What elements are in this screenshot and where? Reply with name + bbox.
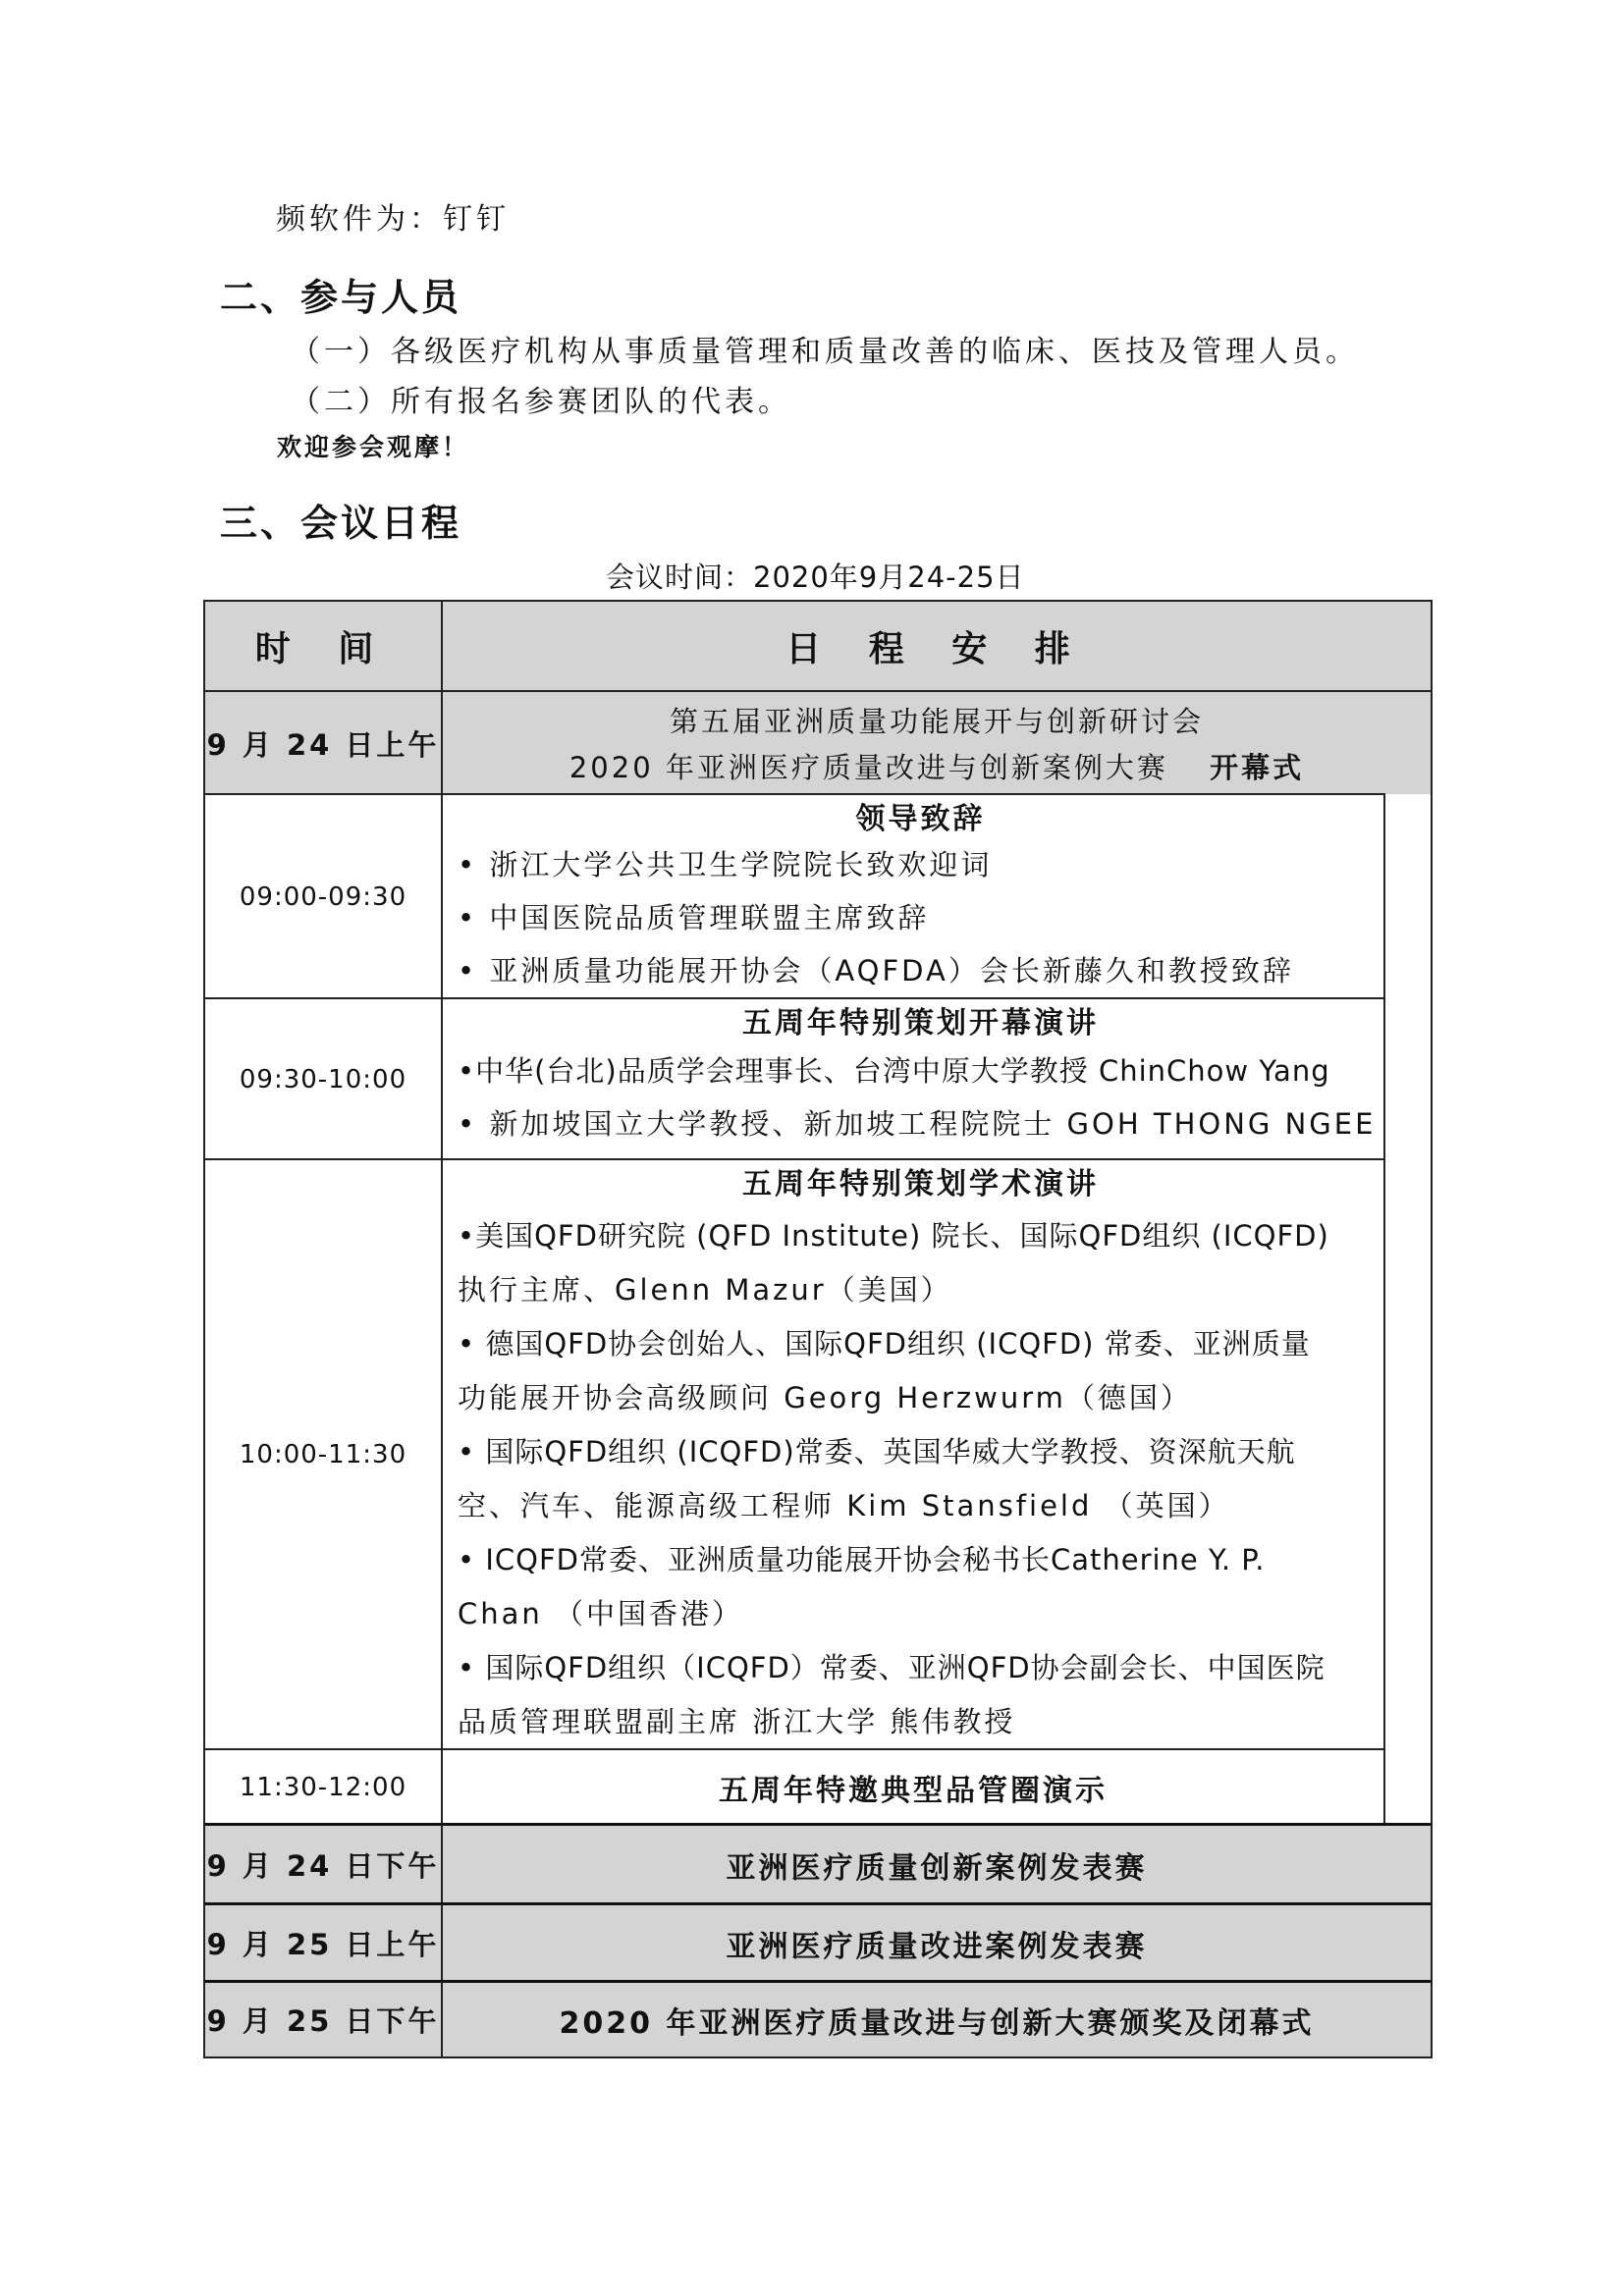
opening-event (441, 690, 1433, 794)
opening-ceremony-label: 开幕式 (1210, 751, 1305, 784)
meeting-time-caption: 会议时间：2020年9月24-25日 (606, 561, 1025, 594)
bottom-row-1-event-label: 亚洲医疗质量创新案例发表赛 (726, 1850, 1148, 1886)
block-4-time (203, 1748, 441, 1824)
header-schedule-label: 日 程 安 排 (785, 629, 1088, 669)
block-1-line-3: • 亚洲质量功能展开协会（AQFDA）会长新藤久和教授致辞 (458, 954, 1294, 988)
block-1-line-2: • 中国医院品质管理联盟主席致辞 (458, 901, 930, 934)
block-2-time (203, 997, 441, 1159)
block-1-time-label: 09:00-09:30 (239, 881, 407, 912)
bottom-row-1-date-label: 9 月 24 日下午 (206, 1849, 440, 1883)
block-3-line-9: • 国际QFD组织（ICQFD）常委、亚洲QFD协会副会长、中国医院 (458, 1651, 1326, 1684)
participant-item-2: （二）所有报名参赛团队的代表。 (291, 385, 791, 419)
bottom-row-3-date (203, 1980, 441, 2058)
bottom-row-1-date (203, 1823, 441, 1903)
block-4-content (441, 1748, 1385, 1824)
block-3-line-6: 空、汽车、能源高级工程师 Kim Stansfield （英国） (458, 1489, 1230, 1522)
schedule-table (203, 600, 1433, 2058)
bottom-row-3-date-label: 9 月 25 日下午 (206, 2004, 440, 2038)
block-3-line-8: Chan （中国香港） (458, 1597, 743, 1630)
block-1-content (441, 793, 1385, 998)
block-3-time (203, 1158, 441, 1749)
bottom-row-3-event-label: 2020 年亚洲医疗质量改进与创新大赛颁奖及闭幕式 (559, 2005, 1315, 2041)
block-2-line-2: • 新加坡国立大学教授、新加坡工程院院士 GOH THONG NGEE (458, 1107, 1377, 1141)
block-2-time-label: 09:30-10:00 (239, 1064, 407, 1095)
participant-item-1: （一）各级医疗机构从事质量管理和质量改善的临床、医技及管理人员。 (291, 335, 1359, 369)
bottom-row-3-event (441, 1980, 1433, 2058)
header-schedule (441, 600, 1433, 691)
opening-line-1: 第五届亚洲质量功能展开与创新研讨会 (669, 705, 1204, 738)
block-3-line-7: • ICQFD常委、亚洲质量功能展开协会秘书长Catherine Y. P. (458, 1543, 1266, 1576)
welcome-text: 欢迎参会观摩！ (277, 433, 470, 461)
block-3-line-4: 功能展开协会高级顾问 Georg Herzwurm（德国） (458, 1381, 1192, 1415)
block-2-content (441, 997, 1385, 1159)
block-3-time-label: 10:00-11:30 (239, 1440, 407, 1469)
continued-text-line: 频软件为：钉钉 (276, 202, 510, 237)
block-2-title: 五周年特别策划开幕演讲 (742, 1006, 1099, 1041)
bottom-row-1-event (441, 1823, 1433, 1903)
opening-date-label: 9 月 24 日上午 (206, 727, 440, 762)
header-time-label: 时 间 (254, 629, 392, 669)
bottom-row-2-date-label: 9 月 25 日上午 (206, 1928, 440, 1961)
block-1-time (203, 793, 441, 998)
block-3-line-2: 执行主席、Glenn Mazur（美国） (458, 1273, 952, 1307)
block-3-line-1: •美国QFD研究院 (QFD Institute) 院长、国际QFD组织 (ICQFD) (458, 1219, 1329, 1253)
block-4-title: 五周年特邀典型品管圈演示 (719, 1773, 1108, 1808)
block-4-time-label: 11:30-12:00 (239, 1772, 407, 1802)
opening-line-2 (569, 746, 1304, 786)
table-right-border (1431, 793, 1433, 1824)
block-3-line-3: • 德国QFD协会创始人、国际QFD组织 (ICQFD) 常委、亚洲质量 (458, 1327, 1311, 1361)
block-3-line-10: 品质管理联盟副主席 浙江大学 熊伟教授 (458, 1705, 1016, 1738)
block-1-line-1: • 浙江大学公共卫生学院院长致欢迎词 (458, 848, 993, 881)
block-3-content (441, 1158, 1385, 1749)
bottom-row-2-event (441, 1902, 1433, 1981)
bottom-row-2-date (203, 1902, 441, 1981)
opening-line-2-text: 2020 年亚洲医疗质量改进与创新案例大赛 (568, 751, 1168, 784)
section-heading-participants: 二、参与人员 (220, 276, 462, 319)
section-heading-schedule: 三、会议日程 (220, 502, 462, 545)
block-3-title: 五周年特别策划学术演讲 (742, 1167, 1099, 1201)
block-2-line-1: •中华(台北)品质学会理事长、台湾中原大学教授 ChinChow Yang (458, 1054, 1330, 1088)
header-time (203, 600, 441, 691)
bottom-row-2-event-label: 亚洲医疗质量改进案例发表赛 (726, 1929, 1148, 1964)
opening-date (203, 690, 441, 794)
block-1-title: 领导致辞 (855, 802, 986, 836)
block-3-line-5: • 国际QFD组织 (ICQFD)常委、英国华威大学教授、资深航天航 (458, 1435, 1296, 1468)
